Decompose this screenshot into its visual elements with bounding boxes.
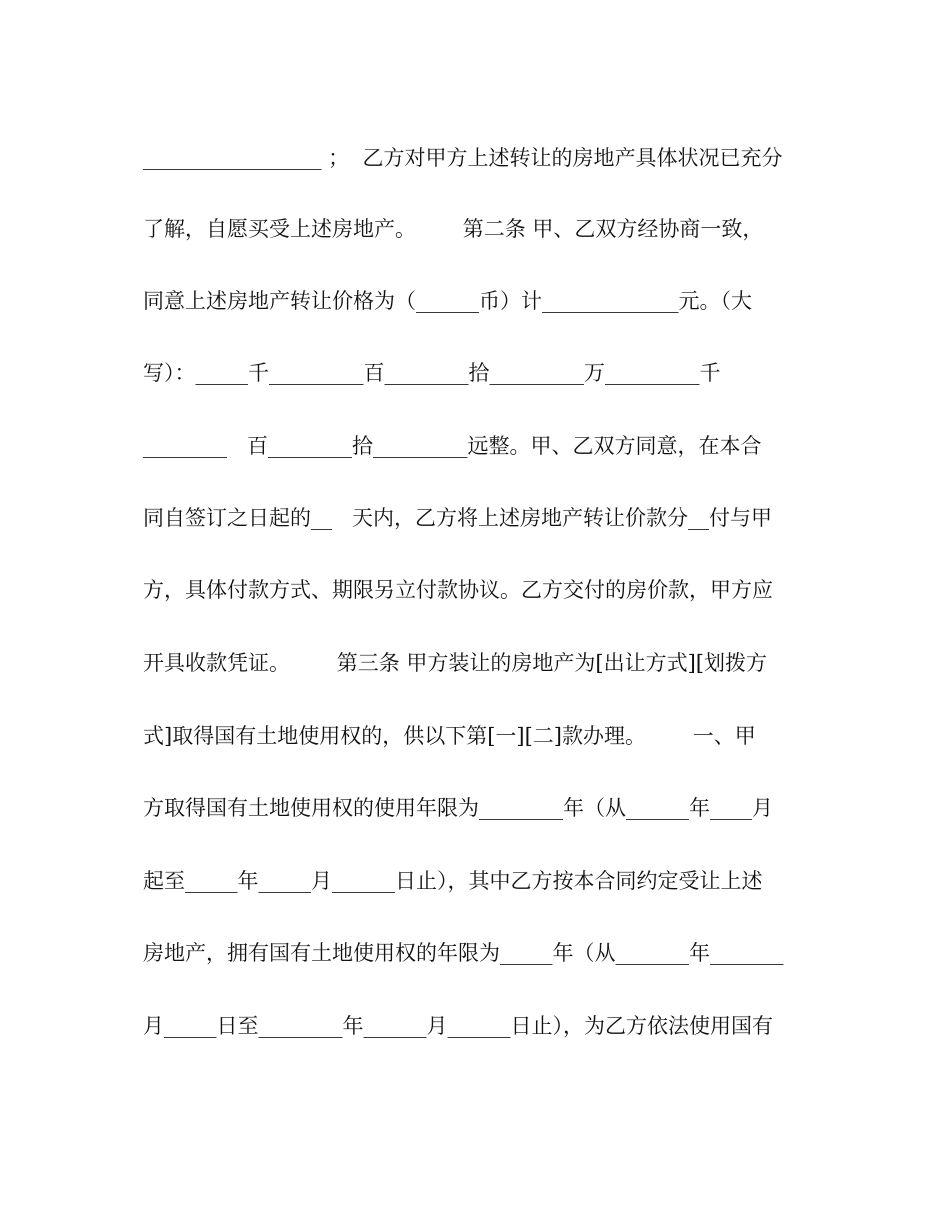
text-line: 月_____日至________年______月______日止），为乙方依法使用国有 xyxy=(143,1014,773,1038)
text-line: 开具收款凭证。 第三条 甲方装让的房地产为[出让方式][划拨方 xyxy=(143,651,767,675)
text-line: 了解，自愿买受上述房地产。 第二条 甲、乙双方经协商一致， xyxy=(143,217,764,241)
text-line: _________________ ； 乙方对甲方上述转让的房地产具体状况已充分 xyxy=(143,146,783,170)
text-line: ________ 百________拾_________远整。甲、乙双方同意，在本合 xyxy=(143,434,762,458)
text-line: 房地产，拥有国有土地使用权的年限为_____年（从_______年_______ xyxy=(143,941,784,965)
text-line: 同意上述房地产转让价格为（______币）计_____________元。（大 xyxy=(143,289,752,313)
text-line: 写）：_____千_________百________拾_________万_________千 xyxy=(143,361,721,385)
text-line: 式]取得国有土地使用权的，供以下第[一][二]款办理。 一、甲 xyxy=(143,724,756,748)
text-line: 方，具体付款方式、期限另立付款协议。乙方交付的房价款，甲方应 xyxy=(143,578,773,602)
text-line: 起至_____年_____月______日止），其中乙方按本合同约定受让上述 xyxy=(143,869,763,893)
text-line: 方取得国有土地使用权的使用年限为________年（从______年____月 xyxy=(143,796,773,820)
text-line: 同自签订之日起的__ 天内，乙方将上述房地产转让价款分__付与甲 xyxy=(143,506,773,530)
